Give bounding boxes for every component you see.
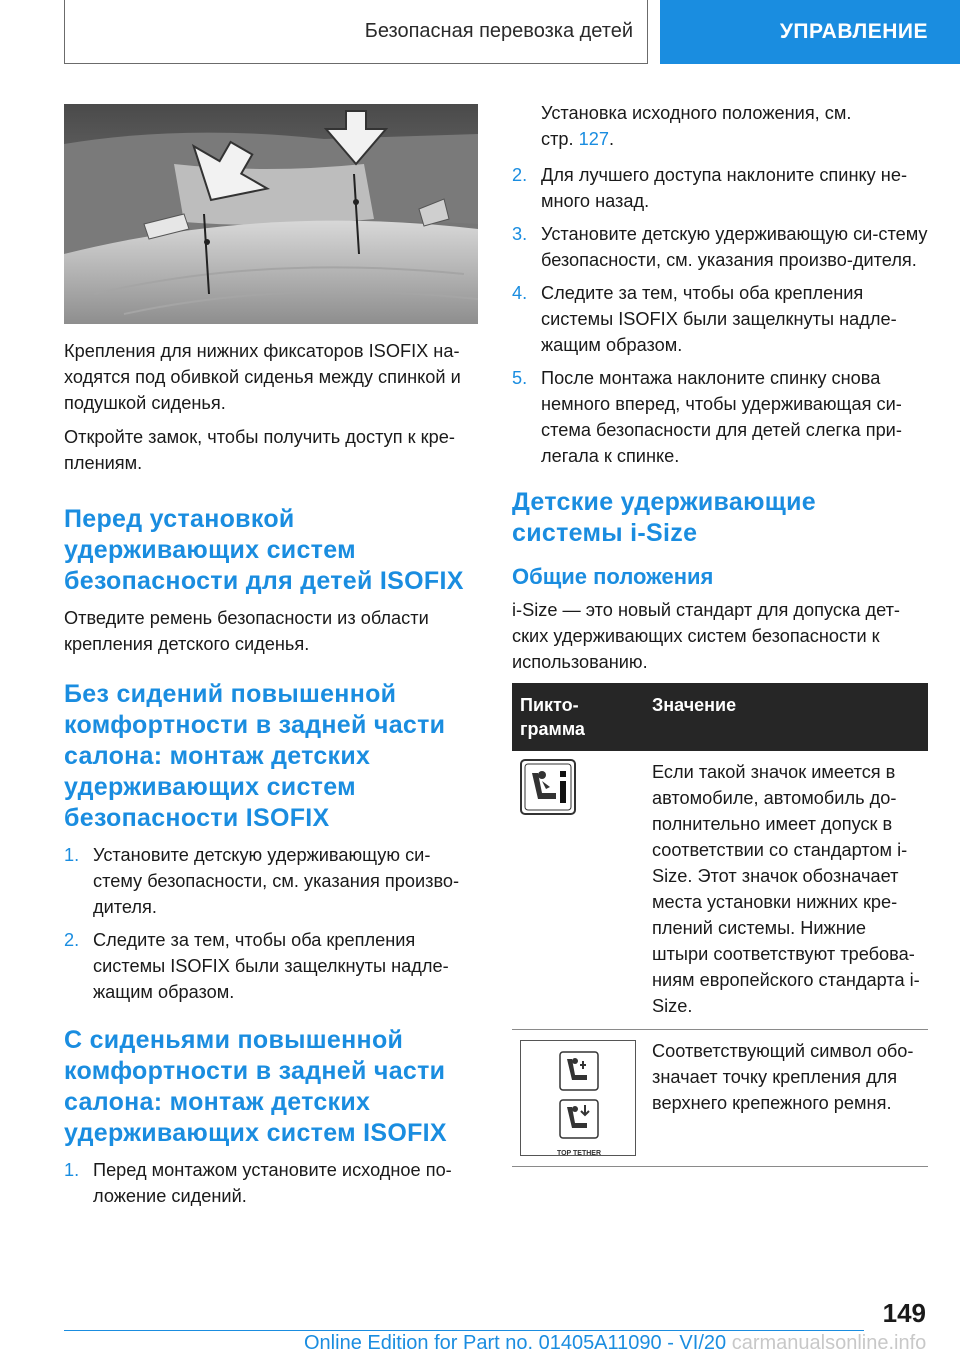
pictogram-table	[512, 683, 928, 1167]
step-text: Перед монтажом установите исходное по-ложение сидений.	[93, 1160, 452, 1206]
list-item	[64, 842, 478, 920]
table-row	[512, 1030, 928, 1167]
isofix-anchor-icon	[559, 1051, 599, 1091]
page-ref-prefix: стр.	[541, 129, 574, 149]
general-text: i-Size — это новый стандарт для допуска дет-ских удерживающих систем безопасности к использованию.	[512, 600, 900, 672]
list-item	[64, 927, 478, 1005]
footer-edition	[304, 1332, 926, 1355]
page-number: 149	[882, 1298, 926, 1328]
step-text: Следите за тем, чтобы оба крепления системы ISOFIX были защелкнуты надле-жащим образом.	[93, 930, 449, 1002]
step-text: Установите детскую удерживающую си-стему безопасности, см. указания произво-дителя.	[93, 845, 460, 917]
comfort-steps-continued	[512, 162, 928, 469]
heading-before-installation: Перед установкой удерживающих систем безопасности для детей ISOFIX	[64, 505, 464, 595]
right-column	[512, 100, 928, 1167]
table-header-meaning: Значение	[644, 683, 928, 751]
header-chapter	[660, 0, 960, 64]
list-item	[64, 1157, 478, 1209]
list-item	[512, 365, 928, 469]
heading-general: Общие положения	[512, 564, 714, 589]
page-ref-suffix: .	[609, 129, 615, 149]
intro-paragraph-1: Крепления для нижних фиксаторов ISOFIX на-ходятся под обивкой сиденья между спинкой и подушкой сиденья.	[64, 341, 461, 413]
footer-rule	[64, 1330, 864, 1331]
step-text: Следите за тем, чтобы оба крепления системы ISOFIX были защелкнуты надле-жащим образом.	[541, 283, 897, 355]
watermark: carmanualsonline.info	[731, 1332, 927, 1354]
list-item	[512, 280, 928, 358]
step-number: 4.	[512, 283, 528, 303]
step-number: 1.	[64, 845, 80, 865]
left-column	[64, 100, 478, 1221]
table-header-pictogram: Пикто-грамма	[512, 683, 644, 751]
edition-text: Online Edition for Part no. 01405A11090 - VI/20	[304, 1332, 727, 1354]
page-link-127[interactable]: 127	[578, 129, 610, 149]
list-item	[512, 162, 928, 214]
step-text: Для лучшего доступа наклоните спинку не-много назад.	[541, 165, 908, 211]
continued-text: Установка исходного положения, см.	[541, 103, 852, 123]
step-number: 1.	[64, 1160, 80, 1180]
pictogram-cell	[512, 1030, 644, 1167]
continued-step-text	[512, 100, 928, 152]
meaning-cell: Если такой значок имеется в автомобиле, автомобиль до-полнительно имеет допуск в соответствии со стандартом i-Size. Этот значок обозначает места установки нижних кре-плений системы. Нижние штыри соответствуют требова-ниям европейского стандарта i-Size.	[644, 751, 928, 1030]
top-tether-pictogram	[520, 1040, 636, 1156]
without-comfort-steps	[64, 842, 478, 1005]
list-item	[512, 221, 928, 273]
heading-isize: Детские удерживающие системы i-Size	[512, 488, 816, 547]
step-text: После монтажа наклоните спинку снова немного вперед, чтобы удерживающая си-стема безопасности для детей слегка при-легала к спинке.	[541, 368, 902, 466]
heading-without-comfort-seats: Без сидений повышенной комфортности в задней части салона: монтаж детских удерживающих систем безопасности ISOFIX	[64, 680, 446, 832]
heading-with-comfort-seats: С сиденьями повышенной комфортности в задней части салона: монтаж детских удерживающих систем ISOFIX	[64, 1026, 447, 1147]
table-row	[512, 751, 928, 1030]
before-installation-text: Отведите ремень безопасности из области крепления детского сиденья.	[64, 608, 429, 654]
top-tether-label: TOP TETHER	[556, 1150, 602, 1157]
with-comfort-steps	[64, 1157, 478, 1209]
step-number: 3.	[512, 224, 528, 244]
table-header-row	[512, 683, 928, 751]
intro-paragraph-2: Откройте замок, чтобы получить доступ к кре-плениям.	[64, 427, 455, 473]
step-number: 5.	[512, 368, 528, 388]
section-title: Безопасная перевозка детей	[364, 20, 633, 42]
pictogram-cell	[512, 751, 644, 1030]
isize-seat-icon	[520, 759, 576, 815]
top-tether-icon	[559, 1099, 599, 1139]
meaning-cell: Соответствующий символ обо-значает точку крепления для верхнего крепежного ремня.	[644, 1030, 928, 1167]
step-number: 2.	[64, 930, 80, 950]
chapter-title: УПРАВЛЕНИЕ	[779, 20, 928, 43]
step-text: Установите детскую удерживающую си-стему безопасности, см. указания произво-дителя.	[541, 224, 928, 270]
step-number: 2.	[512, 165, 528, 185]
seat-isofix-photo	[64, 104, 478, 324]
header-section-title	[64, 0, 648, 64]
